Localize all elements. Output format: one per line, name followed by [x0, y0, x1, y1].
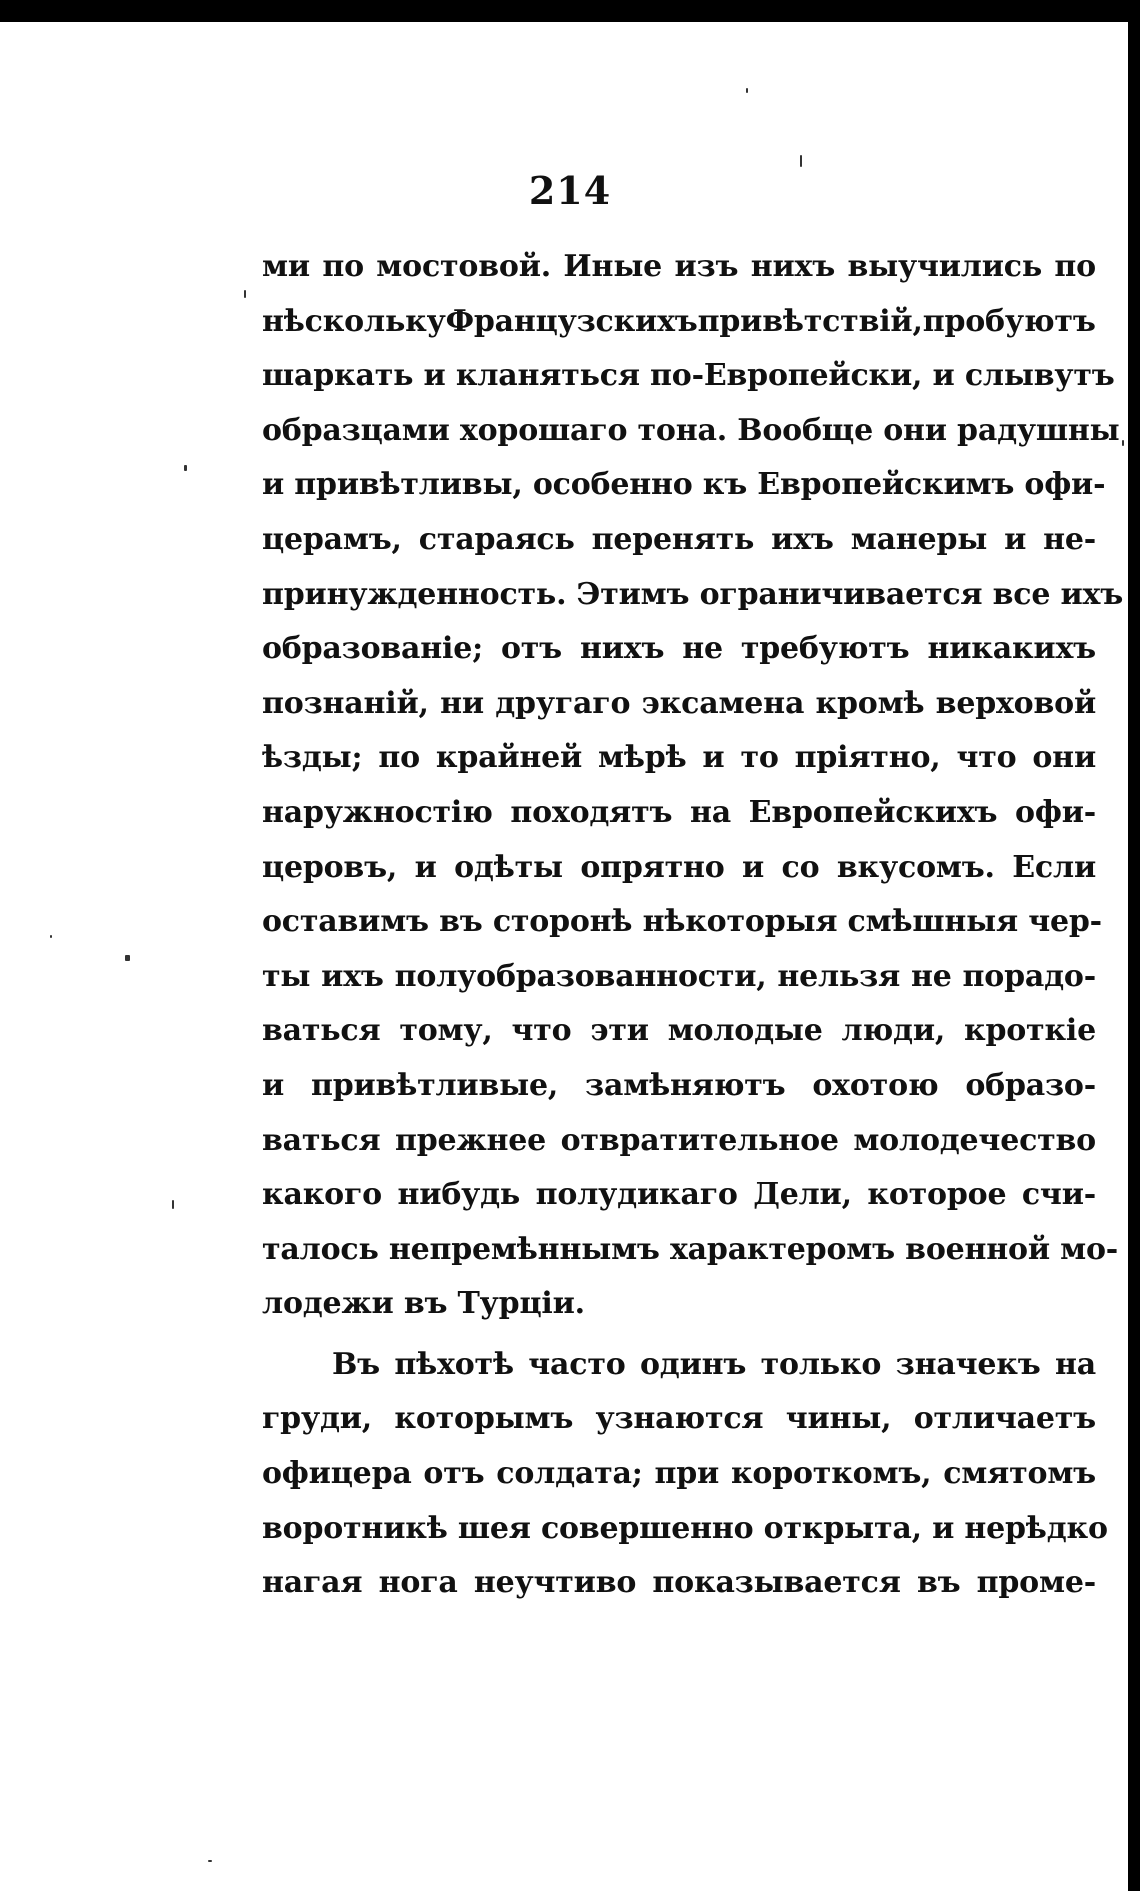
text-line: ты ихъ полуобразованности, нельзя не порадо- [262, 958, 1096, 994]
text-line: нѣсколькуФранцузскихъпривѣтствій,пробуютъ [262, 303, 1096, 339]
scan-speck [800, 155, 802, 167]
scan-speck [244, 290, 246, 298]
scan-speck [746, 88, 748, 93]
text-line: ваться тому, что эти молодые люди, кроткіе [262, 1013, 1096, 1049]
text-line: офицера отъ солдата; при короткомъ, смятомъ [262, 1456, 1096, 1492]
text-line: образцами хорошаго тона. Вообще они радушны [262, 412, 1120, 448]
text-line: наружностію походятъ на Европейскихъ офи- [262, 794, 1096, 830]
scan-top-border [0, 0, 1140, 22]
scan-speck [172, 1200, 174, 1209]
scan-right-border [1128, 0, 1140, 1891]
scan-speck [50, 935, 52, 938]
text-line: нагая нога неучтиво показывается въ проме- [262, 1565, 1096, 1601]
text-line: образованіе; отъ нихъ не требуютъ никакихъ [262, 631, 1096, 667]
text-line: оставимъ въ сторонѣ нѣкоторыя смѣшныя чер- [262, 904, 1102, 940]
scan-speck [184, 465, 187, 471]
text-line: ѣзды; по крайней мѣрѣ и то пріятно, что они [262, 740, 1096, 776]
paragraph-end-line: лодежи въ Турціи. [262, 1286, 585, 1322]
page-number: 214 [528, 168, 612, 213]
text-line: груди, которымъ узнаются чины, отличаетъ [262, 1401, 1096, 1437]
scan-speck [208, 1860, 212, 1862]
text-line: и привѣтливы, особенно къ Европейскимъ офи- [262, 467, 1106, 503]
scan-speck [125, 955, 130, 961]
text-line: и привѣтливые, замѣняютъ охотою образо- [262, 1067, 1096, 1103]
text-line: шаркать и кланяться по-Европейски, и слывутъ [262, 358, 1115, 394]
text-line: принужденность. Этимъ ограничивается все ихъ [262, 576, 1124, 612]
text-line: воротникѣ шея совершенно открыта, и нерѣдко [262, 1510, 1108, 1546]
body-text [262, 240, 1124, 1611]
text-line: церовъ, и одѣты опрятно и со вкусомъ. Если [262, 849, 1096, 885]
text-line: какого нибудь полудикаго Дели, которое счи- [262, 1177, 1096, 1213]
text-line: талось непремѣннымъ характеромъ военной мо- [262, 1231, 1119, 1267]
text-line: ваться прежнее отвратительное молодечество [262, 1122, 1096, 1158]
paragraph-start-line: Въ пѣхотѣ часто одинъ только значекъ на [332, 1346, 1096, 1382]
text-line: ми по мостовой. Иные изъ нихъ выучились по [262, 249, 1096, 284]
text-line: познаній, ни другаго эксамена кромѣ верховой [262, 685, 1096, 721]
text-line: церамъ, стараясь перенять ихъ манеры и не- [262, 521, 1096, 557]
scan-speck [1122, 440, 1124, 446]
